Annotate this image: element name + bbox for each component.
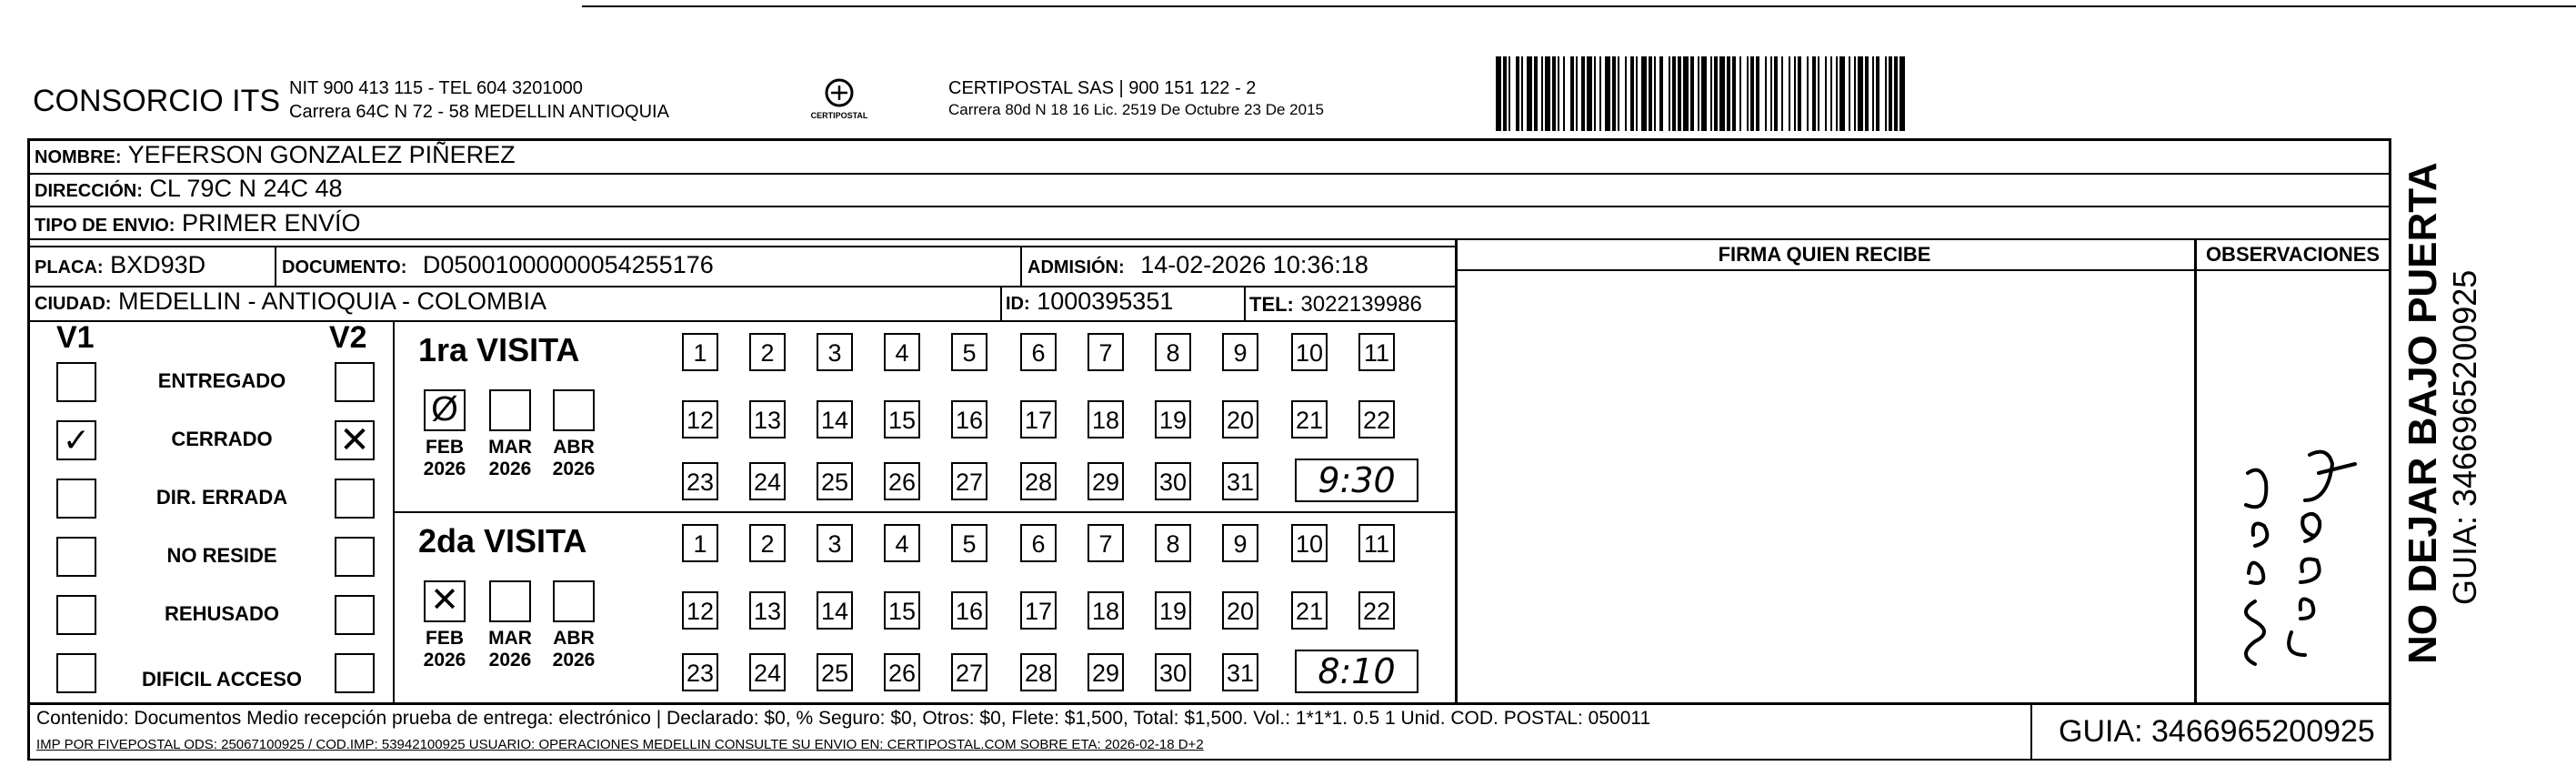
visit-1-day-21[interactable]: 21: [1291, 400, 1328, 438]
visit-1-day-14[interactable]: 14: [817, 400, 853, 438]
visit-1-month-label-1: FEB 2026: [423, 437, 466, 479]
tel-value: 3022139986: [1300, 292, 1422, 317]
visit-1-month-box-1[interactable]: Ø: [424, 389, 466, 431]
tel-label: TEL:: [1249, 293, 1294, 316]
visit-1-day-20[interactable]: 20: [1222, 400, 1258, 438]
ciudad-value: MEDELLIN - ANTIOQUIA - COLOMBIA: [117, 287, 547, 315]
documento-label: DOCUMENTO:: [282, 257, 407, 277]
visit-2-day-24[interactable]: 24: [749, 653, 786, 691]
visit-1-day-30[interactable]: 30: [1155, 462, 1191, 500]
v1-checkbox-3[interactable]: [56, 479, 96, 519]
visit-1-day-25[interactable]: 25: [817, 462, 853, 500]
footer-imp: IMP POR FIVEPOSTAL ODS: 25067100925 / COD.IMP: 53942100925 USUARIO: OPERACIONES MEDELLIN CONSULTE SU ENVIO EN: CERTIPOSTAL.COM SOBRE ETA: 2026-02-18 D+2: [36, 737, 1204, 752]
visit-2-day-4[interactable]: 4: [884, 524, 920, 562]
visit-2-month-label-3: ABR 2026: [552, 628, 596, 670]
v1-label: V1: [56, 320, 95, 355]
ciudad-label: CIUDAD:: [35, 294, 112, 314]
firma-label: FIRMA QUIEN RECIBE: [1718, 243, 1931, 266]
visit-2-month-box-3[interactable]: [553, 580, 595, 622]
visit-1-day-18[interactable]: 18: [1088, 400, 1124, 438]
status-label-2: CERRADO: [171, 428, 273, 450]
v1-checkbox-4[interactable]: [56, 537, 96, 577]
status-label-5: REHUSADO: [165, 602, 279, 625]
side-guia: GUIA: 3466965200925: [2446, 269, 2483, 605]
visit-2-day-15[interactable]: 15: [884, 591, 920, 630]
id-label: ID:: [1006, 294, 1030, 314]
nombre-value: YEFERSON GONZALEZ PIÑEREZ: [127, 141, 516, 168]
courier-name: CERTIPOSTAL SAS | 900 151 122 - 2: [948, 78, 1257, 98]
visit-2-day-16[interactable]: 16: [951, 591, 987, 630]
tel-cell: [1249, 289, 1422, 317]
side-warning: NO DEJAR BAJO PUERTA: [2401, 162, 2445, 664]
visit-1-day-19[interactable]: 19: [1155, 400, 1191, 438]
visit-2-day-26[interactable]: 26: [884, 653, 920, 691]
visit-1-day-23[interactable]: 23: [682, 462, 718, 500]
visit-1-month-box-2[interactable]: [489, 389, 531, 431]
visit-1-day-16[interactable]: 16: [951, 400, 987, 438]
v2-checkbox-1[interactable]: [335, 362, 375, 402]
visit-2-day-6[interactable]: 6: [1020, 524, 1057, 562]
footer-guia: GUIA: 3466965200925: [2059, 714, 2375, 749]
visit-2-day-27[interactable]: 27: [951, 653, 987, 691]
company-info: [289, 76, 669, 124]
visit-2-day-1[interactable]: 1: [682, 524, 718, 562]
v1-checkbox-2[interactable]: ✓: [56, 420, 96, 460]
visit-2-day-29[interactable]: 29: [1088, 653, 1124, 691]
admision-value: 14-02-2026 10:36:18: [1140, 251, 1368, 278]
visit-2-day-28[interactable]: 28: [1020, 653, 1057, 691]
visit-2-day-23[interactable]: 23: [682, 653, 718, 691]
visit-2-month-label-1: FEB 2026: [423, 628, 466, 670]
certipostal-logo: [809, 73, 869, 127]
courier-info: [948, 76, 1324, 120]
visit-2-day-12[interactable]: 12: [682, 591, 718, 630]
visit-2-day-22[interactable]: 22: [1358, 591, 1395, 630]
visit-1-day-26[interactable]: 26: [884, 462, 920, 500]
visit-2-day-14[interactable]: 14: [817, 591, 853, 630]
visit-1-day-12[interactable]: 12: [682, 400, 718, 438]
footer-contenido: Contenido: Documentos Medio recepción prueba de entrega: electrónico | Declarado: $0, % Seguro: $0, Otros: $0, Flete: $1,500, Total: $1,500. Vol.: 1*1*1. 0.5 1 Unid. COD. POSTAL: 050011: [36, 708, 1651, 729]
visit-2-day-31[interactable]: 31: [1222, 653, 1258, 691]
visit-1-day-22[interactable]: 22: [1358, 400, 1395, 438]
visit-2-day-21[interactable]: 21: [1291, 591, 1328, 630]
v2-checkbox-5[interactable]: [335, 595, 375, 635]
documento-value: D05001000000054255176: [422, 251, 714, 278]
v1-checkbox-1[interactable]: [56, 362, 96, 402]
nombre-row: [35, 141, 516, 169]
id-cell: [1006, 287, 1173, 316]
v1-checkbox-6[interactable]: [56, 653, 96, 693]
visit-title-1: 1ra VISITA: [418, 331, 580, 368]
visit-1-day-2[interactable]: 2: [749, 333, 786, 371]
visit-1-day-27[interactable]: 27: [951, 462, 987, 500]
visit-2-month-box-1[interactable]: ✕: [424, 580, 466, 622]
visit-1-month-box-3[interactable]: [553, 389, 595, 431]
observaciones-label: OBSERVACIONES: [2205, 243, 2381, 266]
visit-title-2: 2da VISITA: [418, 522, 587, 559]
direccion-value: CL 79C N 24C 48: [149, 175, 343, 202]
visit-1-day-11[interactable]: 11: [1358, 333, 1395, 371]
v2-label: V2: [329, 320, 367, 355]
admision-label: ADMISIÓN:: [1027, 257, 1125, 277]
visit-2-time-box[interactable]: 8:10: [1295, 650, 1418, 693]
status-label-6: DIFICIL ACCESO: [141, 668, 302, 690]
visit-2-day-20[interactable]: 20: [1222, 591, 1258, 630]
placa-cell: [35, 251, 205, 279]
visit-2-day-3[interactable]: 3: [817, 524, 853, 562]
tipo-value: PRIMER ENVÍO: [181, 209, 361, 237]
visit-2-day-13[interactable]: 13: [749, 591, 786, 630]
visit-1-day-31[interactable]: 31: [1222, 462, 1258, 500]
visit-1-day-15[interactable]: 15: [884, 400, 920, 438]
status-label-1: ENTREGADO: [157, 369, 286, 392]
id-value: 1000395351: [1037, 287, 1174, 315]
placa-value: BXD93D: [110, 251, 206, 278]
visit-2-month-label-2: MAR 2026: [488, 628, 532, 670]
handwritten-signature: [2228, 355, 2364, 691]
admision-cell: [1027, 251, 1368, 279]
visit-2-day-30[interactable]: 30: [1155, 653, 1191, 691]
visit-2-day-7[interactable]: 7: [1088, 524, 1124, 562]
visit-2-day-18[interactable]: 18: [1088, 591, 1124, 630]
visit-1-day-29[interactable]: 29: [1088, 462, 1124, 500]
visit-1-day-3[interactable]: 3: [817, 333, 853, 371]
visit-2-day-2[interactable]: 2: [749, 524, 786, 562]
visit-2-month-box-2[interactable]: [489, 580, 531, 622]
placa-label: PLACA:: [35, 257, 104, 277]
visit-1-day-17[interactable]: 17: [1020, 400, 1057, 438]
direccion-label: DIRECCIÓN:: [35, 181, 143, 201]
visit-1-day-10[interactable]: 10: [1291, 333, 1328, 371]
visit-1-day-8[interactable]: 8: [1155, 333, 1191, 371]
visit-1-day-28[interactable]: 28: [1020, 462, 1057, 500]
visit-1-day-24[interactable]: 24: [749, 462, 786, 500]
status-label-4: NO RESIDE: [166, 544, 277, 567]
visit-2-day-17[interactable]: 17: [1020, 591, 1057, 630]
visit-2-day-9[interactable]: 9: [1222, 524, 1258, 562]
visit-1-day-7[interactable]: 7: [1088, 333, 1124, 371]
visit-2-day-11[interactable]: 11: [1358, 524, 1395, 562]
status-label-3: DIR. ERRADA: [155, 486, 288, 509]
visit-1-day-1[interactable]: 1: [682, 333, 718, 371]
visit-1-month-label-3: ABR 2026: [552, 437, 596, 479]
scan-edge-top: [582, 5, 2576, 7]
tipo-row: [35, 209, 361, 237]
visit-1-day-6[interactable]: 6: [1020, 333, 1057, 371]
courier-license: Carrera 80d N 18 16 Lic. 2519 De Octubre 23 De 2015: [948, 101, 1324, 118]
nombre-label: NOMBRE:: [35, 147, 122, 167]
visit-2-day-19[interactable]: 19: [1155, 591, 1191, 630]
barcode: [1496, 56, 2219, 131]
direccion-row: [35, 175, 343, 203]
v1-checkbox-5[interactable]: [56, 595, 96, 635]
tipo-label: TIPO DE ENVIO:: [35, 216, 175, 236]
company-name: CONSORCIO ITS: [33, 84, 281, 118]
company-address: Carrera 64C N 72 - 58 MEDELLIN ANTIOQUIA: [289, 102, 669, 122]
visit-2-day-25[interactable]: 25: [817, 653, 853, 691]
visit-2-day-8[interactable]: 8: [1155, 524, 1191, 562]
visit-1-day-4[interactable]: 4: [884, 333, 920, 371]
v2-checkbox-3[interactable]: [335, 479, 375, 519]
visit-1-month-label-2: MAR 2026: [488, 437, 532, 479]
v2-checkbox-4[interactable]: [335, 537, 375, 577]
company-nit: NIT 900 413 115 - TEL 604 3201000: [289, 78, 583, 98]
v2-checkbox-2[interactable]: ✕: [335, 420, 375, 460]
visit-2-day-10[interactable]: 10: [1291, 524, 1328, 562]
logo-text: CERTIPOSTAL: [810, 111, 868, 120]
visit-1-day-5[interactable]: 5: [951, 333, 987, 371]
visit-2-day-5[interactable]: 5: [951, 524, 987, 562]
v2-checkbox-6[interactable]: [335, 653, 375, 693]
visit-1-day-9[interactable]: 9: [1222, 333, 1258, 371]
documento-cell: [282, 251, 714, 279]
visit-1-time-box[interactable]: 9:30: [1295, 459, 1418, 502]
visit-1-day-13[interactable]: 13: [749, 400, 786, 438]
ciudad-cell: [35, 287, 546, 316]
